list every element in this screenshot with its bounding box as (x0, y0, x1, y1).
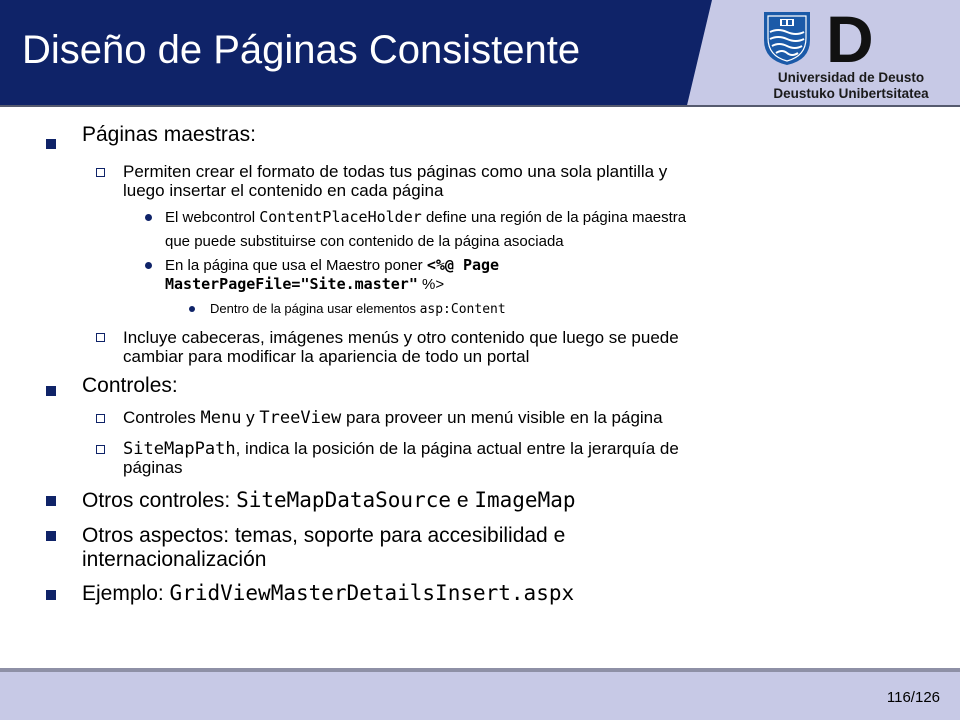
code-text: asp:Content (419, 302, 506, 317)
bullet-text: En la página que usa el Maestro poner <%@ Page (165, 256, 500, 274)
bullet-text: cambiar para modificar la apariencia de todo un portal (123, 347, 530, 366)
bullet-text: Páginas maestras: (82, 123, 256, 146)
bullet-square-icon (46, 590, 56, 600)
logo-text-spanish: Universidad de Deusto (777, 70, 925, 85)
svg-text:D: D (826, 8, 874, 68)
code-text: ImageMap (474, 488, 576, 512)
bullet-square-icon (46, 139, 56, 149)
bullet-square-icon (46, 496, 56, 506)
bullet-hollow-square-icon (96, 333, 105, 342)
code-text: ContentPlaceHolder (259, 208, 422, 226)
page-number: 116/126 (886, 689, 940, 706)
bullet-text: internacionalización (82, 548, 267, 571)
bullet-text: Controles Menu y TreeView para proveer un menú visible en la página (123, 408, 663, 428)
code-text: SiteMapDataSource (236, 488, 451, 512)
bullet-text: páginas (123, 458, 183, 477)
slide-title: Diseño de Páginas Consistente (22, 28, 581, 72)
bullet-hollow-square-icon (96, 445, 105, 454)
logo-text-basque: Deustuko Unibertsitatea (773, 86, 929, 101)
code-text: GridViewMasterDetailsInsert.aspx (169, 581, 575, 605)
slide-footer (0, 672, 960, 720)
bullet-dot-icon (145, 214, 152, 221)
code-text: <%@ Page (426, 256, 500, 274)
bullet-text: Dentro de la página usar elementos asp:Content (210, 301, 506, 317)
bullet-text: luego insertar el contenido en cada página (123, 181, 444, 200)
code-text: TreeView (259, 408, 342, 428)
bullet-text: Permiten crear el formato de todas tus páginas como una sola plantilla y (123, 162, 668, 181)
bullet-text: Controles: (82, 374, 178, 397)
bullet-hollow-square-icon (96, 414, 105, 423)
code-text: SiteMapPath (123, 439, 236, 459)
bullet-text: MasterPageFile="Site.master" %> (165, 275, 445, 293)
bullet-hollow-square-icon (96, 168, 105, 177)
bullet-dot-icon (189, 306, 195, 312)
bullet-square-icon (46, 386, 56, 396)
bullet-text: que puede substituirse con contenido de la página asociada (165, 233, 564, 250)
bullet-text: SiteMapPath, indica la posición de la página actual entre la jerarquía de (123, 439, 679, 459)
bullet-text: El webcontrol ContentPlaceHolder define una región de la página maestra (165, 208, 687, 226)
bullet-text: Otros aspectos: temas, soporte para accesibilidad e (82, 524, 566, 547)
bullet-square-icon (46, 531, 56, 541)
code-text: Menu (200, 408, 242, 428)
bullet-text: Otros controles: SiteMapDataSource e ImageMap (82, 488, 576, 512)
code-text: MasterPageFile="Site.master" (165, 275, 418, 293)
bullet-text: Incluye cabeceras, imágenes menús y otro contenido que luego se puede (123, 328, 679, 347)
bullet-text: Ejemplo: GridViewMasterDetailsInsert.aspx (82, 581, 575, 605)
bullet-dot-icon (145, 262, 152, 269)
